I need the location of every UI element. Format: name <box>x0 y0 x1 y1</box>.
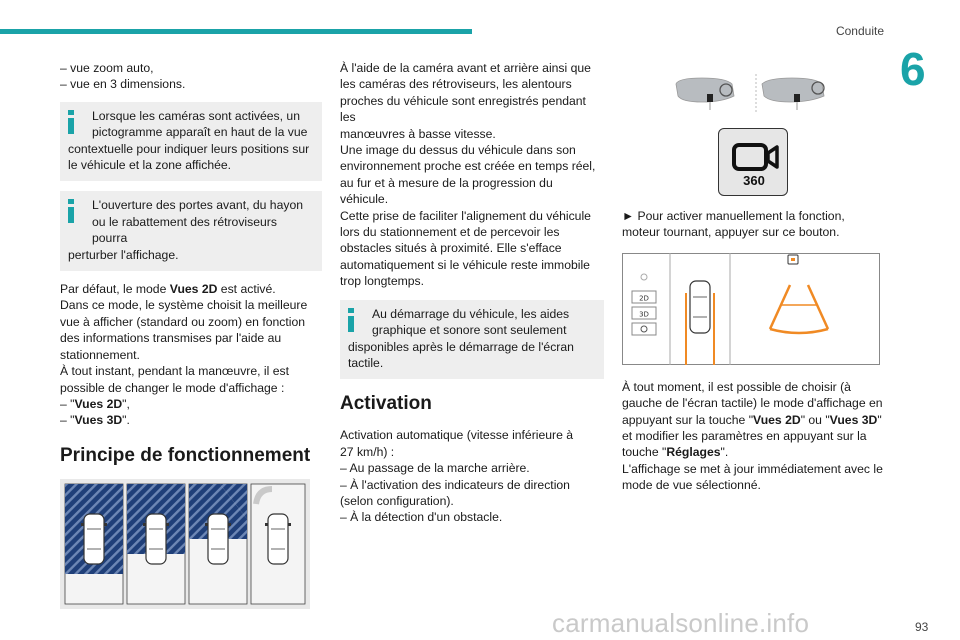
info-text: L'ouverture des portes avant, du hayon <box>92 198 304 213</box>
body-text: automatiquement si le véhicule reste immobile <box>340 257 590 272</box>
vues-2d-button-label: 2D <box>639 294 649 303</box>
body-text: manœuvres à basse vitesse. <box>340 126 496 141</box>
column-2 <box>340 60 604 526</box>
column-3 <box>622 72 886 494</box>
body-text: vue à afficher (standard ou zoom) en fonction <box>60 314 306 329</box>
body-text: environnement proche est créée en temps réel, <box>340 159 596 174</box>
mirror-cameras-illustration <box>622 72 886 116</box>
section-heading: Activation <box>340 393 432 415</box>
body-text: stationnement. <box>60 347 140 362</box>
button-label: 360 <box>743 173 765 188</box>
header-accent-bar <box>0 29 472 34</box>
info-box <box>60 102 322 182</box>
parking-views-illustration <box>60 479 310 609</box>
body-text: des informations transmises par l'aide au <box>60 331 282 346</box>
info-text: disponibles après le démarrage de l'écran <box>348 339 574 354</box>
body-text: À l'aide de la caméra avant et arrière ainsi que <box>340 61 591 75</box>
body-text: Cette prise de faciliter l'alignement du véhicule <box>340 208 591 223</box>
info-icon <box>67 199 75 223</box>
list-item: – "Vues 2D", <box>60 396 130 411</box>
body-text: 27 km/h) : <box>340 444 395 459</box>
info-text: Au démarrage du véhicule, les aides <box>372 306 570 321</box>
default-mode-text: Par défaut, le mode Vues 2D est activé. <box>60 282 276 297</box>
body-text: L'affichage se met à jour immédiatement avec le <box>622 461 883 476</box>
body-text: trop longtemps. <box>340 274 425 289</box>
body-text: À tout instant, pendant la manœuvre, il est <box>60 364 289 379</box>
body-text: les caméras des rétroviseurs, les alentours <box>340 77 572 92</box>
body-text: possible de changer le mode d'affichage : <box>60 380 285 395</box>
body-text: mode de vue sélectionné. <box>622 478 761 493</box>
body-text: obstacles situés à proximité. Elle s'efface <box>340 241 562 256</box>
list-item: – vue en 3 dimensions. <box>60 77 186 92</box>
info-text: contextuelle pour indiquer leurs positions sur <box>68 141 310 156</box>
instruction-text: moteur tournant, appuyer sur ce bouton. <box>622 225 840 240</box>
page-number: 93 <box>915 620 929 634</box>
reglages-button <box>632 323 656 335</box>
body-text: gauche de l'écran tactile) le mode d'affichage en <box>622 396 883 411</box>
body-text: À tout moment, il est possible de choisir (à <box>622 379 851 394</box>
section-heading: Principe de fonctionnement <box>60 444 311 466</box>
body-text: lors du stationnement et de percevoir les <box>340 225 560 240</box>
list-item: – À l'activation des indicateurs de direction <box>340 477 570 492</box>
list-item: – vue zoom auto, <box>60 61 154 75</box>
watermark: carmanualsonline.info <box>552 608 810 638</box>
body-text: touche "Réglages". <box>622 445 729 460</box>
touchscreen-view-illustration <box>622 253 880 365</box>
body-text: Une image du dessus du véhicule dans son <box>340 143 576 158</box>
right-mirror-icon <box>762 78 824 110</box>
body-text: au fur et à mesure de la progression du véhicule. <box>340 175 553 207</box>
list-item: (selon configuration). <box>340 493 454 508</box>
body-text: et modifier les paramètres en appuyant sur la <box>622 429 867 444</box>
info-box <box>340 300 604 380</box>
info-text: tactile. <box>348 355 384 370</box>
column-1 <box>60 60 322 609</box>
info-text: Lorsque les caméras sont activées, un <box>92 108 300 123</box>
body-text: proches du véhicule sont enregistrés pendant les <box>340 93 586 125</box>
vues-3d-button-label: 3D <box>639 310 649 319</box>
body-text: appuyant sur la touche "Vues 2D" ou "Vues 3D" <box>622 412 882 427</box>
list-item: – À la détection d'un obstacle. <box>340 510 503 525</box>
info-text: perturber l'affichage. <box>68 247 179 262</box>
camera-360-button[interactable] <box>718 128 788 196</box>
left-mirror-icon <box>676 78 734 110</box>
body-text: Dans ce mode, le système choisit la meilleure <box>60 298 308 313</box>
info-icon <box>67 110 75 134</box>
info-text: ou le rabattement des rétroviseurs pourra <box>92 214 277 246</box>
chapter-number: 6 <box>900 43 926 95</box>
info-text: graphique et sonore sont seulement <box>372 323 567 338</box>
section-title: Conduite <box>835 24 884 38</box>
list-item: – "Vues 3D". <box>60 413 130 428</box>
instruction-text: ► Pour activer manuellement la fonction, <box>622 209 845 223</box>
info-box <box>60 191 322 271</box>
info-icon <box>347 308 355 332</box>
info-text: pictogramme apparaît en haut de la vue <box>92 125 308 140</box>
body-text: Activation automatique (vitesse inférieure à <box>340 428 574 443</box>
list-item: – Au passage de la marche arrière. <box>340 461 530 476</box>
info-text: le véhicule et la zone affichée. <box>68 158 232 173</box>
